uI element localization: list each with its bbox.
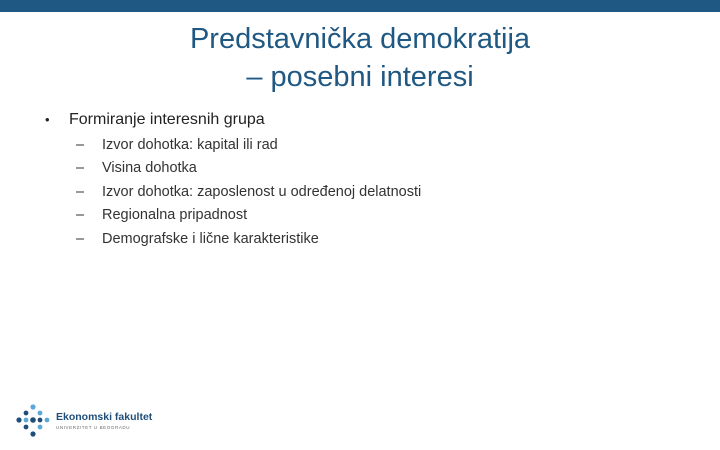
dash-marker: – (76, 230, 85, 247)
main-bullet (45, 110, 265, 130)
faculty-logo (16, 404, 152, 438)
sub-bullet-text: Regionalna pripadnost (102, 207, 248, 224)
bullet-text: Formiranje interesnih grupa (69, 111, 265, 128)
top-accent-bar (0, 0, 720, 12)
sub-bullet-item (76, 157, 421, 180)
sub-bullet-text: Izvor dohotka: zaposlenost u određenoj delatnosti (102, 183, 422, 200)
sub-bullet-item (76, 134, 421, 157)
dash-marker: – (76, 207, 85, 224)
sub-bullet-item (76, 228, 421, 251)
sub-bullet-text: Izvor dohotka: kapital ili rad (102, 137, 278, 153)
dots-logo-icon (16, 404, 50, 438)
bullet-marker: • (45, 112, 50, 127)
logo-name: Ekonomski fakultet (56, 411, 153, 423)
sub-bullet-text: Visina dohotka (102, 160, 197, 177)
slide-title-line-2: – posebni interesi (246, 61, 474, 93)
slide-title-line-1: Predstavnička demokratija (189, 23, 531, 55)
logo-subtitle: UNIVERZITET U BEOGRADU (56, 424, 131, 430)
sub-bullet-text: Demografske i lične karakteristike (102, 230, 319, 247)
sub-bullet-list (76, 134, 421, 251)
sub-bullet-item (76, 204, 421, 227)
dash-marker: – (76, 183, 85, 200)
sub-bullet-item (76, 181, 421, 204)
dash-marker: – (76, 160, 85, 177)
slide-title (0, 20, 720, 96)
dash-marker: – (76, 137, 85, 153)
